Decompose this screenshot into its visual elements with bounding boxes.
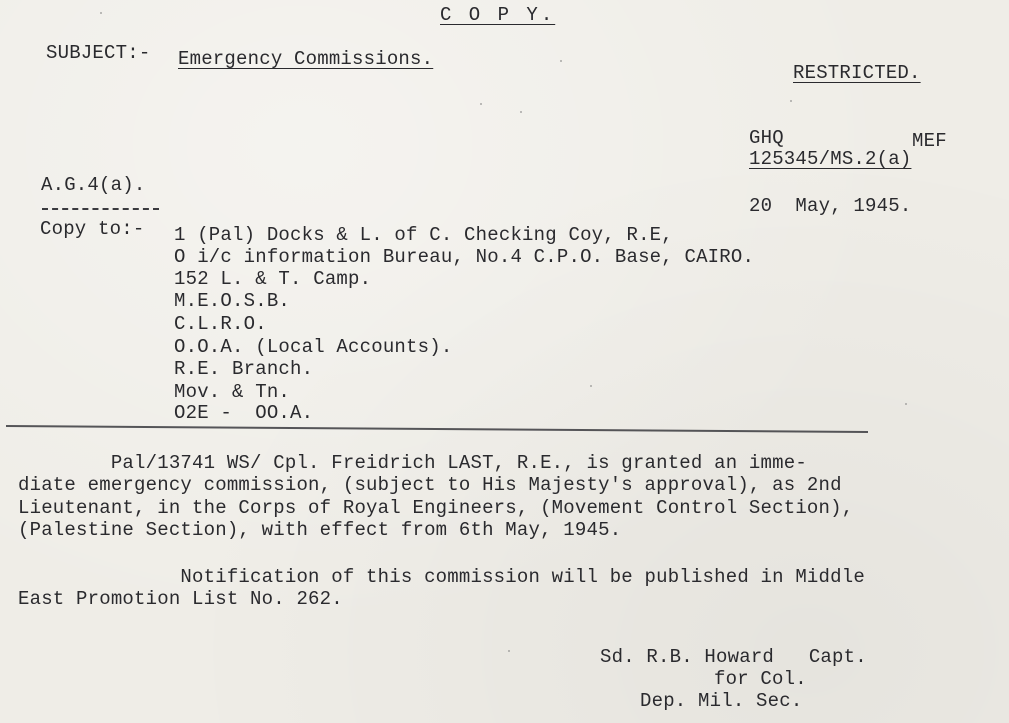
body-line: diate emergency commission, (subject to His Majesty's approval), as 2nd	[18, 474, 842, 496]
document-date: 20 May, 1945.	[749, 195, 912, 217]
body-line: East Promotion List No. 262.	[18, 588, 343, 610]
section-divider	[6, 425, 868, 433]
recipient-item: R.E. Branch.	[174, 358, 314, 380]
body-line: (Palestine Section), with effect from 6th May, 1945.	[18, 519, 622, 541]
recipient-item: Mov. & Tn.	[174, 381, 291, 403]
originator-ref: A.G.4(a).	[41, 174, 146, 196]
paper-speck	[520, 111, 522, 113]
body-line: Lieutenant, in the Corps of Royal Engineers, (Movement Control Section),	[18, 497, 854, 519]
classification-marking: RESTRICTED.	[793, 62, 921, 84]
body-line: Pal/13741 WS/ Cpl. Freidrich LAST, R.E., is granted an imme-	[18, 452, 807, 474]
paper-speck	[480, 103, 482, 105]
signature-office: Dep. Mil. Sec.	[640, 690, 803, 712]
paper-speck	[790, 100, 792, 102]
copy-to-label: Copy to:-	[40, 218, 145, 240]
recipient-item: M.E.O.S.B.	[174, 290, 291, 312]
recipient-item: O.O.A. (Local Accounts).	[174, 336, 453, 358]
copy-title: C O P Y.	[440, 4, 556, 26]
mef-label: MEF	[912, 130, 947, 152]
subject-text: Emergency Commissions.	[178, 48, 434, 70]
signature-name: Sd. R.B. Howard Capt.	[600, 646, 867, 668]
body-line: Notification of this commission will be published in Middle	[18, 566, 865, 588]
file-number: 125345/MS.2(a)	[749, 148, 912, 170]
recipient-item: O i/c information Bureau, No.4 C.P.O. Base, CAIRO.	[174, 246, 755, 268]
paper-speck	[560, 60, 562, 62]
paper-speck	[508, 650, 510, 652]
originator-separator	[42, 208, 159, 210]
paper-speck	[590, 385, 592, 387]
recipient-item: O2E - OO.A.	[174, 402, 314, 424]
recipient-item: C.L.R.O.	[174, 313, 267, 335]
paper-speck	[905, 403, 907, 405]
subject-label: SUBJECT:-	[46, 42, 151, 64]
paper-speck	[100, 12, 102, 14]
signature-for: for Col.	[714, 668, 807, 690]
recipient-item: 1 (Pal) Docks & L. of C. Checking Coy, R.E,	[174, 224, 673, 246]
ghq-label: GHQ	[749, 127, 784, 149]
recipient-item: 152 L. & T. Camp.	[174, 268, 372, 290]
